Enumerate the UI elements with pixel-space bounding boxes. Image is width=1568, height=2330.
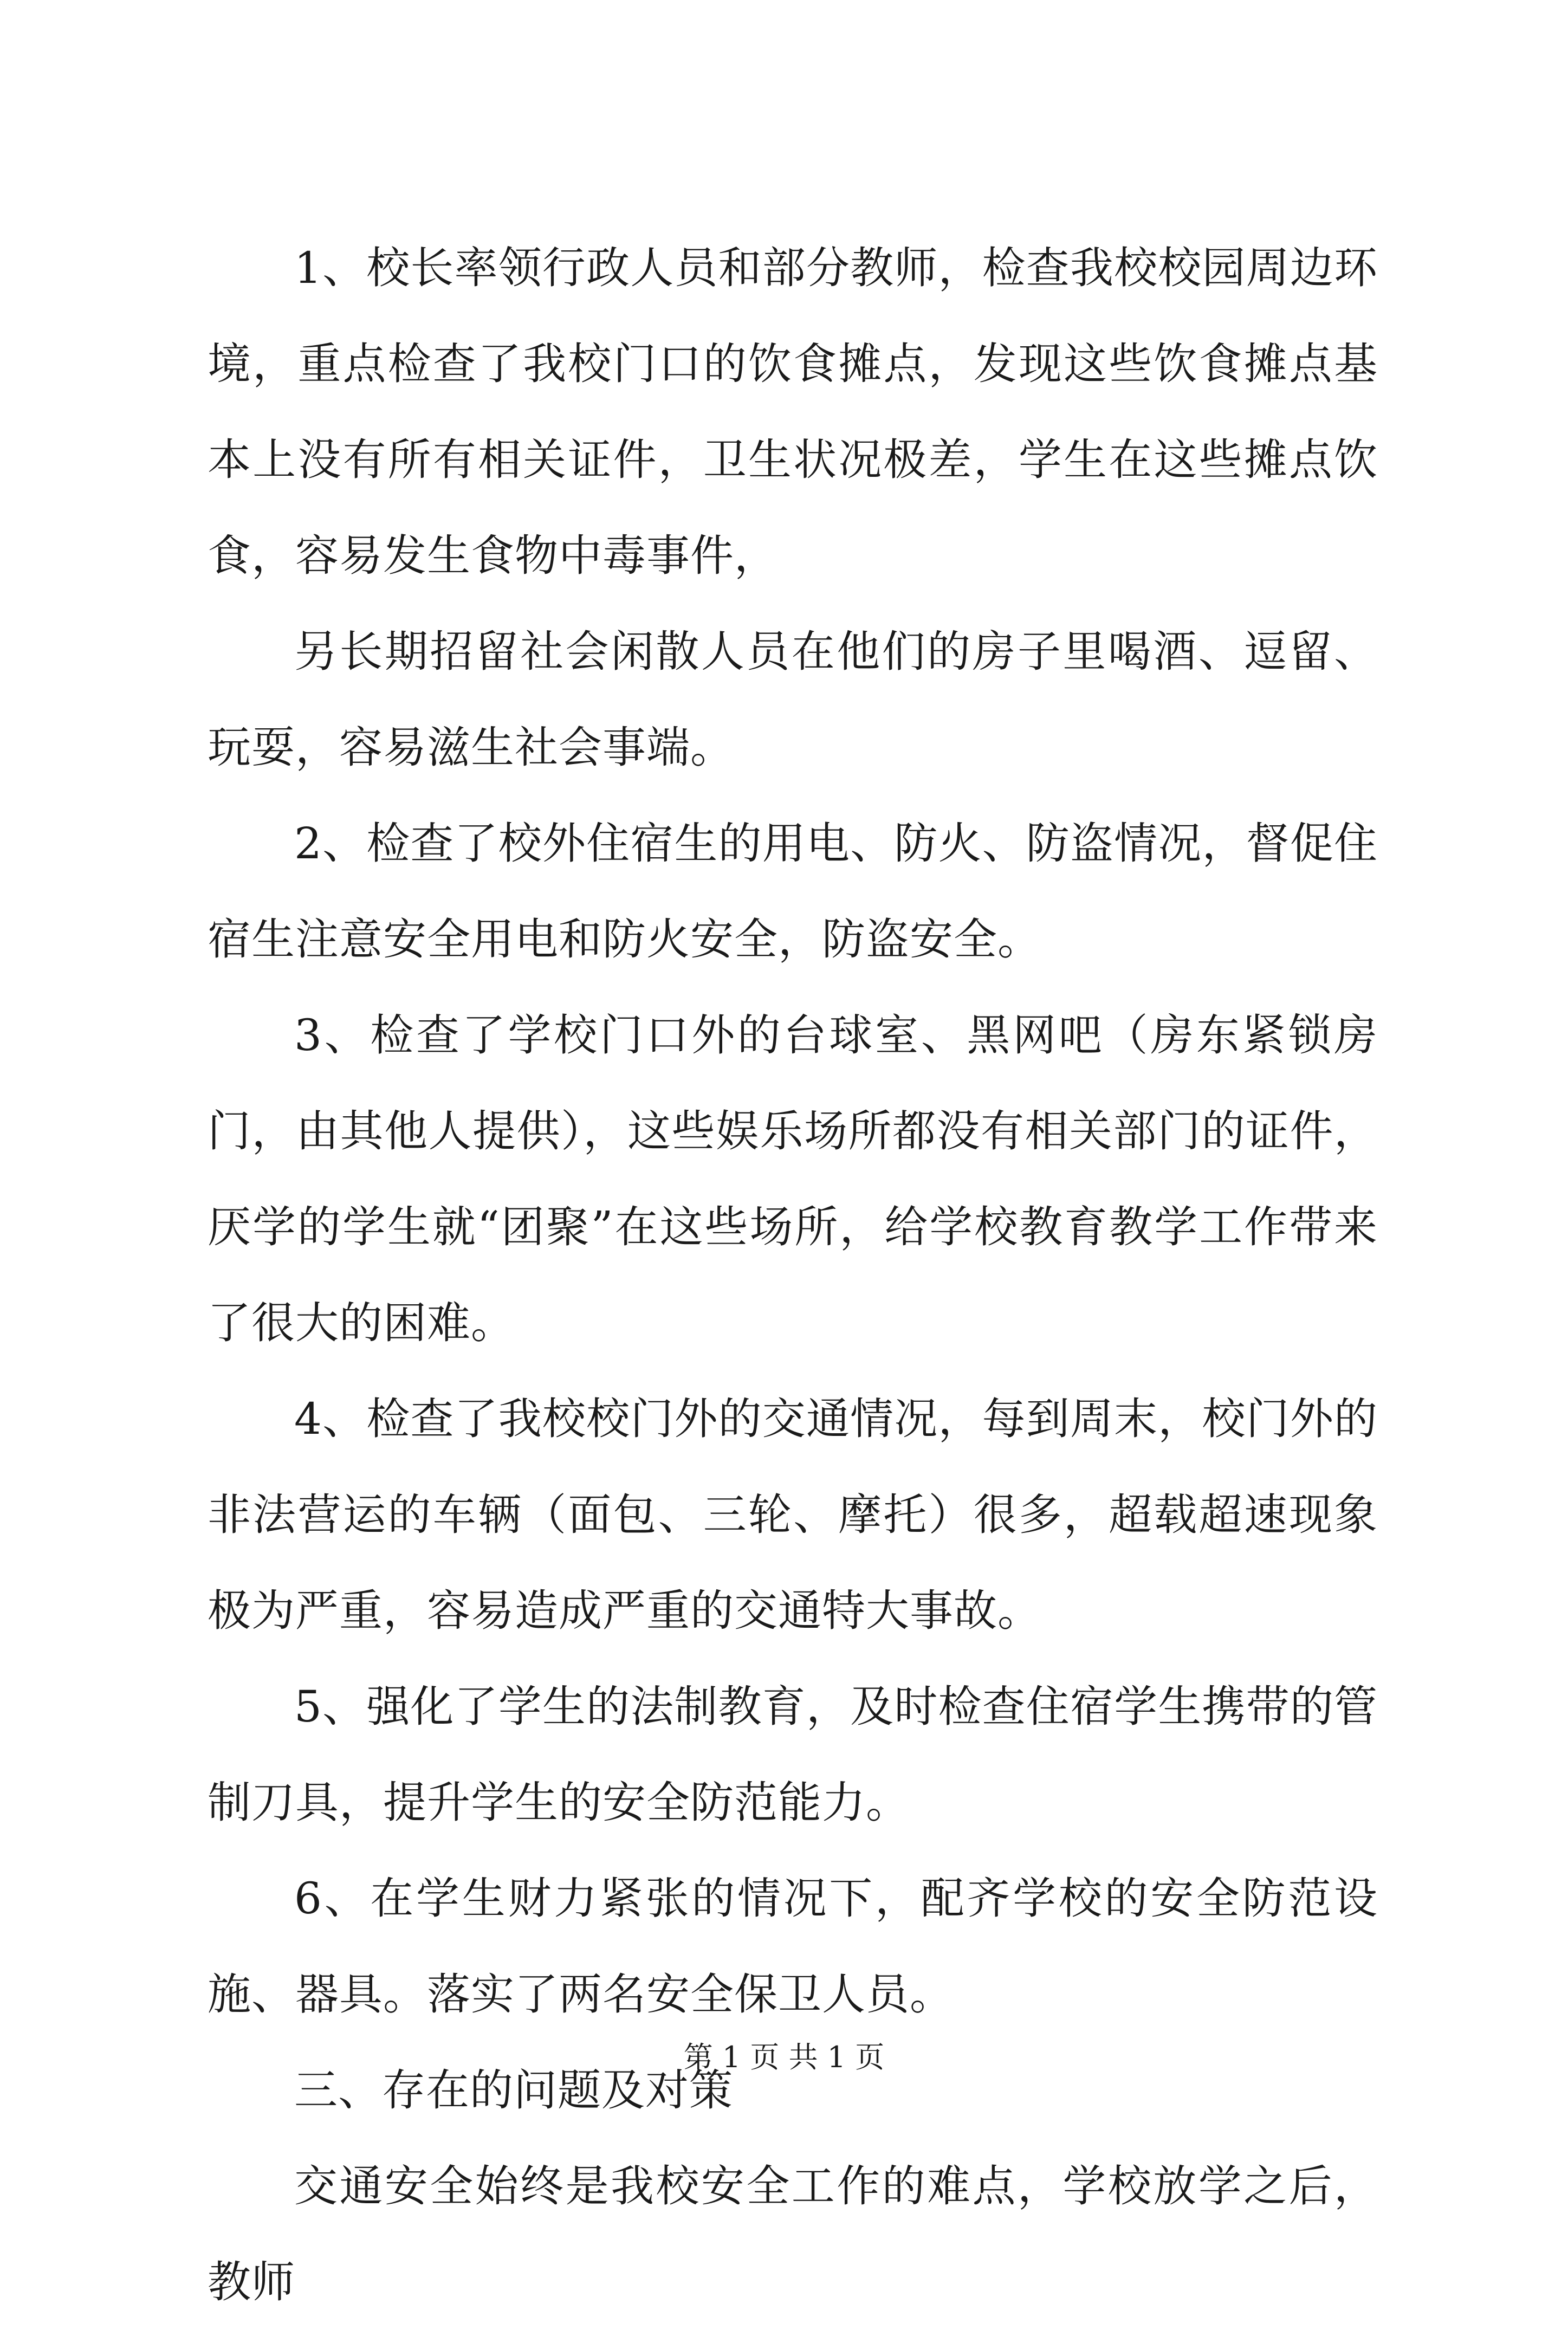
- paragraph-6: 5、强化了学生的法制教育，及时检查住宿学生携带的管制刀具，提升学生的安全防范能力。: [208, 1681, 1378, 1828]
- paragraph-1: 1、校长率领行政人员和部分教师，检查我校校园周边环境，重点检查了我校门口的饮食摊点，发现这些饮食摊点基本上没有所有相关证件，卫生状况极差，学生在这些摊点饮食，容易发生食物中毒事件，: [208, 243, 1378, 581]
- paragraph-8: 交通安全始终是我校安全工作的难点，学校放学之后，教师: [208, 2161, 1378, 2307]
- section-heading: 三、存在的问题及对策: [294, 2065, 733, 2115]
- paragraph-5: 4、检查了我校校门外的交通情况，每到周末，校门外的非法营运的车辆（面包、三轮、摩托）很多，超载超速现象极为严重，容易造成严重的交通特大事故。: [208, 1394, 1378, 1636]
- paragraph-4: 3、检查了学校门口外的台球室、黑网吧（房东紧锁房门，由其他人提供），这些娱乐场所都没有相关部门的证件，厌学的学生就“团聚”在这些场所，给学校教育教学工作带来了很大的困难。: [208, 1010, 1378, 1348]
- paragraph-2: 另长期招留社会闲散人员在他们的房子里喝酒、逗留、玩耍，容易滋生社会事端。: [208, 626, 1378, 773]
- paragraph-7: 6、在学生财力紧张的情况下，配齐学校的安全防范设施、器具。落实了两名安全保卫人员。: [208, 1873, 1378, 2020]
- page-footer: 第 1 页 共 1 页: [683, 2040, 885, 2074]
- paragraph-3: 2、检查了校外住宿生的用电、防火、防盗情况，督促住宿生注意安全用电和防火安全，防盗安全。: [208, 818, 1378, 965]
- document-body: [208, 220, 1378, 2330]
